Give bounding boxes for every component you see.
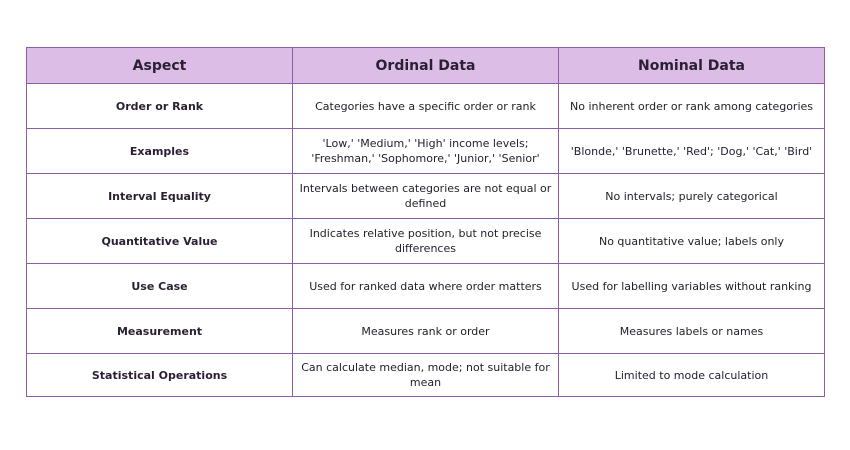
nominal-cell: Limited to mode calculation bbox=[559, 354, 825, 397]
table-row bbox=[27, 174, 825, 219]
table-row bbox=[27, 219, 825, 264]
table-row bbox=[27, 264, 825, 309]
nominal-cell: No inherent order or rank among categories bbox=[559, 84, 825, 129]
nominal-cell: 'Blonde,' 'Brunette,' 'Red'; 'Dog,' 'Cat,' 'Bird' bbox=[559, 129, 825, 174]
nominal-cell: Used for labelling variables without ranking bbox=[559, 264, 825, 309]
header-ordinal-data: Ordinal Data bbox=[293, 48, 559, 84]
ordinal-cell: Categories have a specific order or rank bbox=[293, 84, 559, 129]
ordinal-cell: Measures rank or order bbox=[293, 309, 559, 354]
table-row bbox=[27, 354, 825, 397]
ordinal-cell: Intervals between categories are not equal or defined bbox=[293, 174, 559, 219]
table-body bbox=[27, 84, 825, 397]
header-row bbox=[27, 48, 825, 84]
table-header bbox=[27, 48, 825, 84]
nominal-cell: No intervals; purely categorical bbox=[559, 174, 825, 219]
aspect-cell: Statistical Operations bbox=[27, 354, 293, 397]
aspect-cell: Examples bbox=[27, 129, 293, 174]
aspect-cell: Measurement bbox=[27, 309, 293, 354]
nominal-cell: No quantitative value; labels only bbox=[559, 219, 825, 264]
table-row bbox=[27, 309, 825, 354]
table-row bbox=[27, 84, 825, 129]
header-nominal-data: Nominal Data bbox=[559, 48, 825, 84]
nominal-cell: Measures labels or names bbox=[559, 309, 825, 354]
aspect-cell: Interval Equality bbox=[27, 174, 293, 219]
aspect-cell: Quantitative Value bbox=[27, 219, 293, 264]
comparison-table bbox=[26, 47, 825, 397]
ordinal-cell: Can calculate median, mode; not suitable for mean bbox=[293, 354, 559, 397]
header-aspect: Aspect bbox=[27, 48, 293, 84]
ordinal-cell: 'Low,' 'Medium,' 'High' income levels; 'Freshman,' 'Sophomore,' 'Junior,' 'Senior' bbox=[293, 129, 559, 174]
table-row bbox=[27, 129, 825, 174]
ordinal-cell: Indicates relative position, but not precise differences bbox=[293, 219, 559, 264]
ordinal-cell: Used for ranked data where order matters bbox=[293, 264, 559, 309]
aspect-cell: Order or Rank bbox=[27, 84, 293, 129]
aspect-cell: Use Case bbox=[27, 264, 293, 309]
